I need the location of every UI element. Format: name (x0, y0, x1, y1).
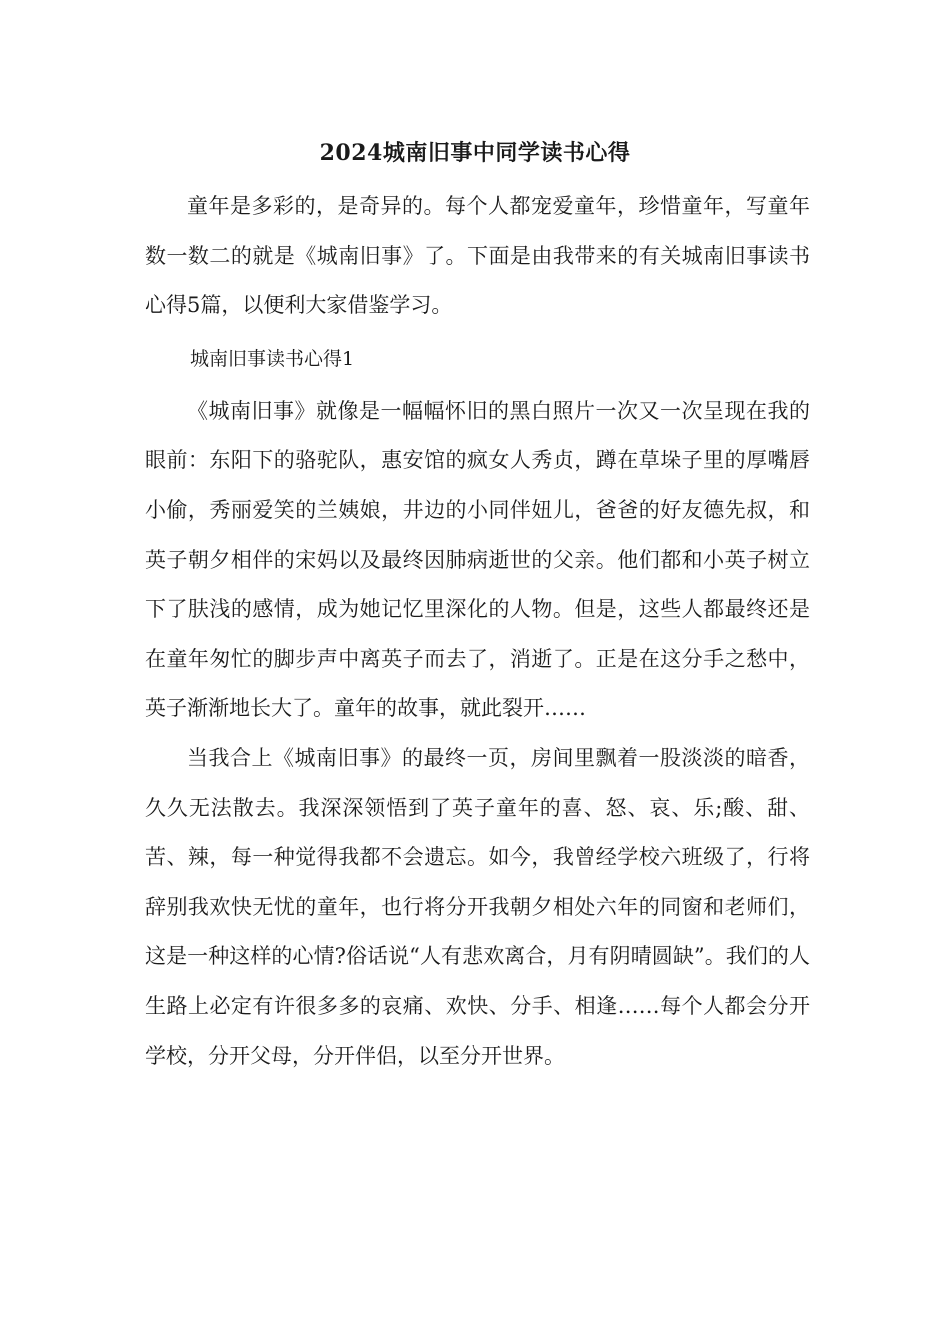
section-heading: 城南旧事读书心得1 (190, 347, 355, 370)
document-title: 2024城南旧事中同学读书心得 (319, 140, 631, 166)
body-paragraph-1: 《城南旧事》就像是一幅幅怀旧的黑白照片一次又一次呈现在我的眼前：东阳下的骆驼队，惠安馆的疯女人秀贞，蹲在草垛子里的厚嘴唇小偷，秀丽爱笑的兰姨娘，井边的小同伴妞儿，爸爸的好友德先叔，和英子朝夕相伴的宋妈以及最终因肺病逝世的父亲。他们都和小英子树立下了肤浅的感情，成为她记忆里深化的人物。但是，这些人都最终还是在童年匆忙的脚步声中离英子而去了，消逝了。正是在这分手之愁中，英子渐渐地长大了。童年的故事，就此裂开…… (145, 398, 810, 721)
body-paragraph-2: 当我合上《城南旧事》的最终一页，房间里飘着一股淡淡的暗香，久久无法散去。我深深领悟到了英子童年的喜、怒、哀、乐;酸、甜、苦、辣，每一种觉得我都不会遗忘。如今，我曾经学校六班级了，行将辞别我欢快无忧的童年，也行将分开我朝夕相处六年的同窗和老师们，这是一种这样的心情?俗话说“人有悲欢离合，月有阴晴圆缺”。我们的人生路上必定有许很多多的哀痛、欢快、分手、相逢……每个人都会分开学校，分开父母，分开伴侣，以至分开世界。 (145, 745, 810, 1068)
document-body (145, 182, 810, 1081)
intro-paragraph: 童年是多彩的，是奇异的。每个人都宠爱童年，珍惜童年，写童年数一数二的就是《城南旧事》了。下面是由我带来的有关城南旧事读书心得5篇，以便利大家借鉴学习。 (145, 194, 810, 318)
